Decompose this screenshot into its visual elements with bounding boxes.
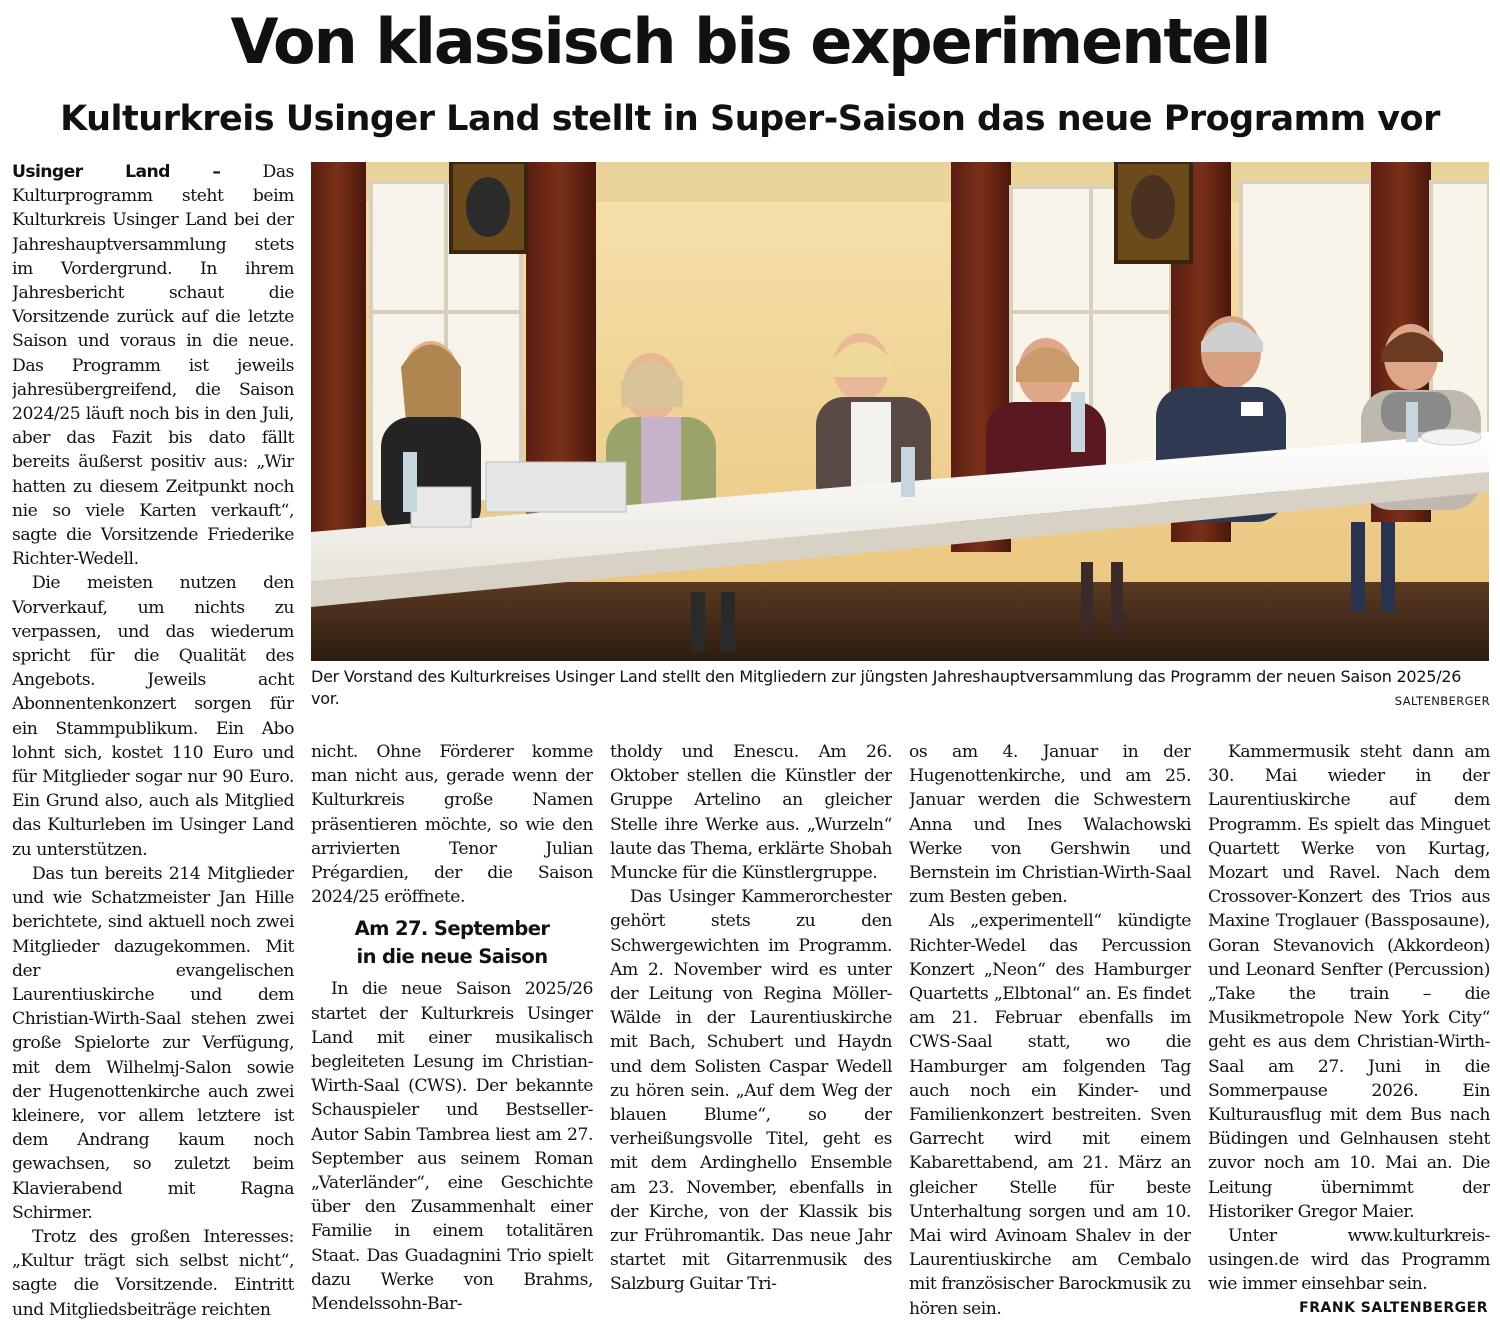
article-photo	[311, 162, 1489, 661]
article-column-3	[610, 740, 892, 1322]
board-meeting-photo-illustration	[311, 162, 1489, 661]
paragraph-text: Das Kulturprogramm steht beim Kulturkreis Usinger Land bei der Jahreshauptversammlung stets im Vordergrund. In ihrem Jahresbericht schaut die Vorsitzende zurück auf die letzte Saison und voraus in die neue. Das Programm ist jeweils jahresübergreifend, die Saison 2024/25 läuft noch bis in den Juli, aber das Fazit bis dato fällt bereits äußerst positiv aus: „Wir hatten zu diesem Zeitpunkt noch nie so viele Karten verkauft“, sagte die Vorsitzende Friederike Richter-Wedell.	[12, 162, 294, 570]
dateline: Usinger Land –	[12, 162, 221, 182]
paragraph: Unter www.kulturkreis-usingen.de wird das Programm wie immer einsehbar sein.	[1208, 1226, 1490, 1295]
paragraph: nicht. Ohne Förderer komme man nicht aus, gerade wenn der Kulturkreis große Namen präsentieren möchte, so wie den arrivierten Tenor Julian Prégardien, der die Saison 2024/25 eröffnete.	[311, 742, 593, 908]
paragraph: Kammermusik steht dann am 30. Mai wieder in der Laurentiuskirche auf dem Programm. Es spielt das Minguet Quartett Werke von Kurtag, Mozart und Ravel. Nach dem Crossover-Konzert des Trios aus Maxine Troglauer (Bassposaune), Goran Stevanovich (Akkordeon) und Leonard Senfter (Percussion) „Take the train – die Musikmetropole New York City“ geht es aus dem Christian-Wirth-Saal am 27. Juni in die Sommerpause 2026. Ein Kulturausflug mit dem Bus nach Büdingen und Gelnhausen steht zuvor noch am 10. Mai an. Die Leitung übernimmt der Historiker Gregor Maier.	[1208, 742, 1490, 1222]
paragraph: os am 4. Januar in der Hugenottenkirche, und am 25. Januar werden die Schwestern Anna und Ines Walachowski Werke von Gershwin und Bernstein im Christian-Wirth-Saal zum Besten geben.	[909, 742, 1191, 908]
paragraph: Trotz des großen Interesses: „Kultur trägt sich selbst nicht“, sagte die Vorsitzende. Eintritt und Mitgliedsbeiträge reichten	[12, 1226, 294, 1320]
photo-caption: Der Vorstand des Kulturkreises Usinger Land stellt den Mitgliedern zur jüngsten Jahreshauptversammlung das Programm der neuen Saison 2025/26 vor.	[311, 667, 1462, 708]
paragraph: tholdy und Enescu. Am 26. Oktober stellen die Künstler der Gruppe Artelino an gleicher Stelle ihre Werke aus. „Wurzeln“ laute das Thema, erklärte Shobah Muncke für die Künstlergruppe.	[610, 742, 892, 884]
section-heading-line-1: Am 27. September	[354, 917, 550, 941]
paragraph-lead	[12, 160, 294, 571]
paragraph: Das Usinger Kammerorchester gehört stets zu den Schwergewichten im Programm. Am 2. November wird es unter der Leitung von Regina Möller-Wälde in der Laurentiuskirche mit Bach, Schubert und Haydn und dem Solisten Caspar Wedell zu hören sein. „Auf dem Weg der blauen Blume“, so der verheißungsvolle Titel, geht es mit dem Ardinghello Ensemble am 23. November, ebenfalls in der Kirche, von der Klassik bis zur Frühromantik. Das neue Jahr startet mit Gitarrenmusik des Salzburg Guitar Tri-	[610, 887, 892, 1295]
author-byline: FRANK SALTENBERGER	[1299, 1300, 1488, 1316]
section-heading-line-2: in die neue Saison	[356, 945, 548, 969]
article-column-2	[311, 740, 593, 1322]
photo-credit: SALTENBERGER	[1394, 694, 1490, 708]
section-heading	[311, 915, 593, 971]
paragraph: In die neue Saison 2025/26 startet der Kulturkreis Usinger Land mit einer musikalisch begleiteten Lesung im Christian-Wirth-Saal (CWS). Der bekannte Schauspieler und Bestseller-Autor Sabin Tambrea liest am 27. September aus seinem Roman „Vaterländer“, eine Geschichte über den Zusammenhalt einer Familie in einem totalitären Staat. Das Guadagnini Trio spielt dazu Werke von Brahms, Mendelssohn-Bar-	[311, 979, 593, 1315]
paragraph: Die meisten nutzen den Vorverkauf, um nichts zu verpassen, und das wiederum spricht für die Qualität des Angebots. Jeweils acht Abonnentenkonzert sorgen für ein Stammpublikum. Ein Abo lohnt sich, kostet 110 Euro und für Mitglieder sogar nur 90 Euro. Ein Grund also, auch als Mitglied das Kulturleben im Usinger Land zu unterstützen.	[12, 573, 294, 860]
article-column-4	[909, 740, 1191, 1322]
headline: Von klassisch bis experimentell	[230, 5, 1270, 78]
paragraph: Das tun bereits 214 Mitglieder und wie Schatzmeister Jan Hille berichtete, sind aktuell noch zwei Mitglieder dazugekommen. Mit der evangelischen Laurentiuskirche und dem Christian-Wirth-Saal stehen zwei große Spielorte zur Verfügung, mit dem Wilhelmj-Salon sowie der Hugenottenkirche auch zwei kleinere, vor allem letztere ist dem Andrang kaum noch gewachsen, so zuletzt beim Klavierabend mit Ragna Schirmer.	[12, 863, 294, 1223]
article-column-5	[1208, 740, 1490, 1300]
subheadline: Kulturkreis Usinger Land stellt in Super-Saison das neue Programm vor	[60, 99, 1440, 139]
paragraph: Als „experimentell“ kündigte Richter-Wedel das Percussion Konzert „Neon“ des Hamburger Quartetts „Elbtonal“ an. Es findet am 21. Februar ebenfalls im CWS-Saal statt, wo die Hamburger am folgenden Tag auch noch ein Kinder- und Familienkonzert bestreiten. Sven Garrecht wird mit einem Kabarettabend, am 21. März an gleicher Stelle für beste Unterhaltung sorgen und am 10. Mai wird Avinoam Shalev in der Laurentiuskirche am Cembalo mit französischer Barockmusik zu hören sein.	[909, 911, 1191, 1319]
article-column-1	[12, 160, 294, 1322]
